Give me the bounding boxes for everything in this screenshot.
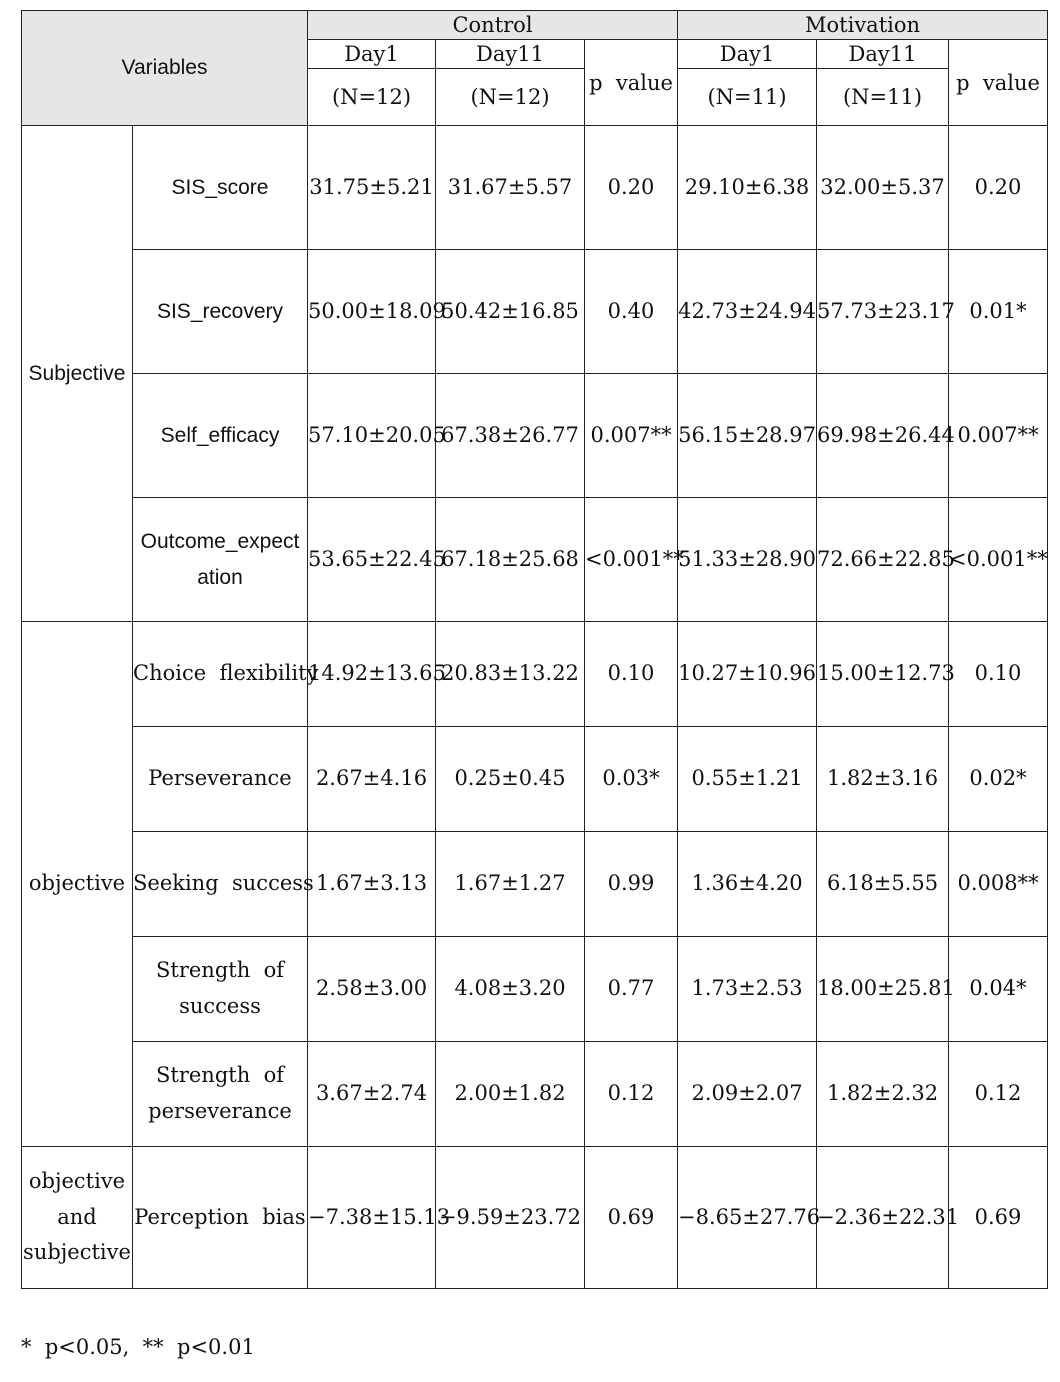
motivation-day1-value: 56.15±28.97 — [678, 374, 817, 498]
motivation-p-value: 0.008** — [949, 832, 1048, 937]
control-p-value: 0.77 — [585, 937, 678, 1042]
variable-label-line: success — [179, 994, 261, 1018]
header-motivation-day1: Day1 — [678, 40, 817, 69]
motivation-day1-value: 0.55±1.21 — [678, 727, 817, 832]
group-label-line: subjective — [23, 1240, 131, 1265]
control-day11-value: 67.38±26.77 — [436, 374, 585, 498]
variable-label — [133, 937, 308, 1042]
variable-label — [133, 1042, 308, 1147]
table-row — [22, 250, 1048, 374]
motivation-day11-value: 6.18±5.55 — [817, 832, 949, 937]
variable-label-line: Outcome_expect — [140, 529, 300, 553]
control-day1-value: 57.10±20.05 — [308, 374, 436, 498]
control-day1-value: 14.92±13.65 — [308, 622, 436, 727]
control-day1-value: −7.38±15.13 — [308, 1147, 436, 1289]
variable-label: Self_efficacy — [133, 374, 308, 498]
control-day1-value: 3.67±2.74 — [308, 1042, 436, 1147]
control-day1-value: 50.00±18.09 — [308, 250, 436, 374]
control-day1-value: 2.67±4.16 — [308, 727, 436, 832]
group-objective-and-subjective — [22, 1147, 133, 1289]
results-table — [21, 10, 1048, 1289]
motivation-day11-value: 72.66±22.85 — [817, 498, 949, 622]
motivation-day1-value: −8.65±27.76 — [678, 1147, 817, 1289]
table-row — [22, 1147, 1048, 1289]
header-variables: Variables — [22, 11, 308, 126]
significance-footnote: * p<0.05, ** p<0.01 — [21, 1335, 255, 1359]
variable-label-line: perseverance — [148, 1099, 292, 1123]
control-p-value: 0.40 — [585, 250, 678, 374]
group-label-line: objective — [28, 1168, 126, 1193]
variable-label-line: Strength of — [156, 958, 284, 983]
header-motivation-p-value: p value — [949, 40, 1048, 126]
variable-label: SIS_recovery — [133, 250, 308, 374]
control-day11-value: 4.08±3.20 — [436, 937, 585, 1042]
motivation-day1-value: 1.36±4.20 — [678, 832, 817, 937]
motivation-day1-value: 51.33±28.90 — [678, 498, 817, 622]
variable-label: Perception bias — [133, 1147, 308, 1289]
variable-label-line: Strength of — [156, 1063, 284, 1088]
table-row — [22, 374, 1048, 498]
motivation-p-value: 0.007** — [949, 374, 1048, 498]
header-motivation-n-day11: (N=11) — [817, 69, 949, 126]
control-day11-value: −9.59±23.72 — [436, 1147, 585, 1289]
table-row — [22, 832, 1048, 937]
control-p-value: 0.03* — [585, 727, 678, 832]
motivation-day1-value: 42.73±24.94 — [678, 250, 817, 374]
header-motivation-n-day1: (N=11) — [678, 69, 817, 126]
header-control-day1: Day1 — [308, 40, 436, 69]
motivation-day1-value: 1.73±2.53 — [678, 937, 817, 1042]
motivation-day11-value: 1.82±2.32 — [817, 1042, 949, 1147]
motivation-day11-value: −2.36±22.31 — [817, 1147, 949, 1289]
motivation-day11-value: 1.82±3.16 — [817, 727, 949, 832]
control-day1-value: 31.75±5.21 — [308, 126, 436, 250]
header-control-day11: Day11 — [436, 40, 585, 69]
motivation-day1-value: 10.27±10.96 — [678, 622, 817, 727]
control-day1-value: 53.65±22.45 — [308, 498, 436, 622]
motivation-day11-value: 69.98±26.44 — [817, 374, 949, 498]
table-row — [22, 498, 1048, 622]
motivation-p-value: 0.10 — [949, 622, 1048, 727]
motivation-day11-value: 18.00±25.81 — [817, 937, 949, 1042]
control-day11-value: 20.83±13.22 — [436, 622, 585, 727]
motivation-p-value: 0.04* — [949, 937, 1048, 1042]
control-day1-value: 2.58±3.00 — [308, 937, 436, 1042]
group-subjective: Subjective — [22, 126, 133, 622]
control-day11-value: 0.25±0.45 — [436, 727, 585, 832]
motivation-p-value: 0.20 — [949, 126, 1048, 250]
motivation-p-value: 0.69 — [949, 1147, 1048, 1289]
variable-label-line: ation — [197, 565, 243, 589]
control-day11-value: 67.18±25.68 — [436, 498, 585, 622]
table-row — [22, 727, 1048, 832]
motivation-day1-value: 2.09±2.07 — [678, 1042, 817, 1147]
control-day11-value: 1.67±1.27 — [436, 832, 585, 937]
motivation-day1-value: 29.10±6.38 — [678, 126, 817, 250]
header-control-p-value: p value — [585, 40, 678, 126]
motivation-day11-value: 15.00±12.73 — [817, 622, 949, 727]
control-p-value: 0.99 — [585, 832, 678, 937]
header-motivation: Motivation — [678, 11, 1048, 40]
motivation-p-value: <0.001** — [949, 498, 1048, 622]
control-p-value: 0.20 — [585, 126, 678, 250]
control-p-value: 0.12 — [585, 1042, 678, 1147]
motivation-day11-value: 57.73±23.17 — [817, 250, 949, 374]
header-control-n-day11: (N=12) — [436, 69, 585, 126]
variable-label: Choice flexibility — [133, 622, 308, 727]
variable-label — [133, 498, 308, 622]
control-p-value: 0.69 — [585, 1147, 678, 1289]
header-control: Control — [308, 11, 678, 40]
group-label-line: and — [57, 1204, 97, 1229]
table-row — [22, 937, 1048, 1042]
control-p-value: 0.007** — [585, 374, 678, 498]
control-day11-value: 2.00±1.82 — [436, 1042, 585, 1147]
control-day1-value: 1.67±3.13 — [308, 832, 436, 937]
control-day11-value: 31.67±5.57 — [436, 126, 585, 250]
control-p-value: <0.001** — [585, 498, 678, 622]
control-p-value: 0.10 — [585, 622, 678, 727]
group-objective: objective — [22, 622, 133, 1147]
variable-label: SIS_score — [133, 126, 308, 250]
table-row — [22, 126, 1048, 250]
control-day11-value: 50.42±16.85 — [436, 250, 585, 374]
header-control-n-day1: (N=12) — [308, 69, 436, 126]
variable-label: Perseverance — [133, 727, 308, 832]
table-row — [22, 1042, 1048, 1147]
motivation-p-value: 0.01* — [949, 250, 1048, 374]
motivation-p-value: 0.12 — [949, 1042, 1048, 1147]
variable-label: Seeking success — [133, 832, 308, 937]
table-row — [22, 622, 1048, 727]
motivation-day11-value: 32.00±5.37 — [817, 126, 949, 250]
motivation-p-value: 0.02* — [949, 727, 1048, 832]
header-motivation-day11: Day11 — [817, 40, 949, 69]
